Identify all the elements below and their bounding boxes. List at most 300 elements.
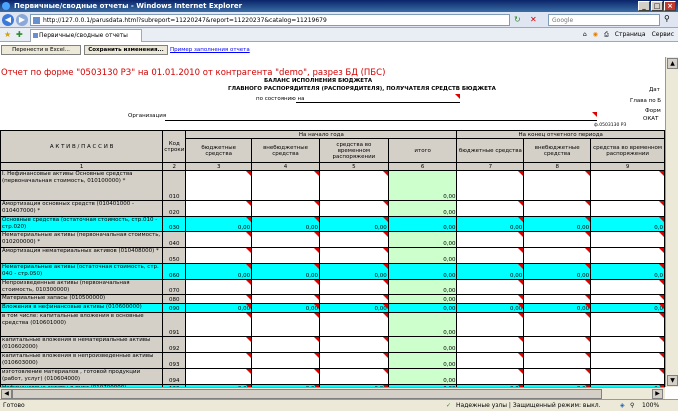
report-content: [0, 57, 665, 387]
table-row: [1, 313, 665, 337]
ie-logo-icon: [2, 2, 10, 10]
tab-reports[interactable]: [30, 29, 142, 42]
cell-value: 0,00: [305, 225, 318, 231]
edit-marker-icon: [585, 201, 590, 206]
value-cell[interactable]: [457, 171, 524, 201]
right-label-date: Дат: [649, 87, 660, 93]
edit-marker-icon: [314, 248, 319, 253]
edit-marker-icon: [383, 369, 388, 374]
page-icon: [33, 33, 38, 38]
value-cell[interactable]: [591, 369, 665, 385]
value-cell[interactable]: [591, 337, 665, 353]
value-cell[interactable]: [186, 248, 252, 264]
edit-marker-icon: [383, 232, 388, 237]
value-cell[interactable]: [252, 201, 320, 217]
value-cell[interactable]: [252, 295, 320, 304]
column-number: 5: [319, 163, 388, 171]
cell-value: 0,00: [374, 273, 387, 279]
table-row: [1, 217, 665, 232]
subheader-cell: внебюджетные средства: [252, 139, 320, 163]
value-cell: [388, 264, 457, 280]
value-cell[interactable]: [524, 369, 591, 385]
forward-button[interactable]: ▶: [16, 14, 28, 26]
table-row: [1, 369, 665, 385]
value-cell[interactable]: [252, 313, 320, 337]
row-code: 080: [163, 295, 186, 304]
value-cell[interactable]: [524, 280, 591, 295]
edit-marker-icon: [585, 313, 590, 318]
edit-marker-icon: [585, 248, 590, 253]
horizontal-scrollbar[interactable]: [0, 387, 665, 399]
edit-marker-icon: [518, 201, 523, 206]
edit-marker-icon: [314, 232, 319, 237]
edit-marker-icon: [383, 201, 388, 206]
value-cell[interactable]: [591, 248, 665, 264]
edit-marker-icon: [383, 171, 388, 176]
cell-value: 0,00: [374, 225, 387, 231]
value-cell[interactable]: [186, 171, 252, 201]
minimize-button[interactable]: _: [638, 1, 650, 11]
table-row: [1, 280, 665, 295]
edit-marker-icon: [659, 248, 664, 253]
edit-marker-icon: [314, 369, 319, 374]
value-cell[interactable]: [591, 201, 665, 217]
value-cell: [457, 264, 524, 280]
edit-marker-icon: [518, 353, 523, 358]
tab-bar: [0, 28, 678, 42]
search-input[interactable]: Google: [548, 14, 660, 26]
edit-marker-icon: [585, 264, 590, 269]
value-cell: [388, 280, 457, 295]
edit-marker-icon: [246, 295, 251, 300]
value-cell[interactable]: [524, 232, 591, 248]
edit-marker-icon: [246, 304, 251, 309]
value-cell[interactable]: [319, 232, 388, 248]
end-period-header: На конец отчетного периода: [457, 131, 665, 139]
edit-marker-icon: [659, 337, 664, 342]
value-cell: [319, 304, 388, 313]
edit-marker-icon: [246, 353, 251, 358]
value-cell: [388, 353, 457, 369]
value-cell[interactable]: [524, 171, 591, 201]
edit-marker-icon: [659, 280, 664, 285]
value-cell[interactable]: [319, 280, 388, 295]
refresh-icon[interactable]: ↻: [514, 15, 521, 24]
row-name: Амортизация нематериальных активов (010408000) *: [1, 248, 163, 264]
value-cell: [186, 304, 252, 313]
value-cell[interactable]: [319, 171, 388, 201]
cell-value: 0,00: [237, 225, 251, 231]
column-number: 3: [186, 163, 252, 171]
edit-marker-icon: [314, 313, 319, 318]
value-cell[interactable]: [252, 337, 320, 353]
row-code: 070: [163, 280, 186, 295]
subheader-cell: средства во временном распоряжении: [591, 139, 665, 163]
cell-value: 0,00: [576, 306, 590, 312]
balance-table: [0, 130, 665, 393]
export-excel-button[interactable]: Перенести в Excel...: [1, 45, 81, 55]
status-text: Готово: [3, 402, 25, 409]
cell-value: 0,0: [654, 225, 663, 231]
row-code: 092: [163, 337, 186, 353]
value-cell[interactable]: [524, 313, 591, 337]
value-cell: [524, 217, 591, 232]
edit-marker-icon: [246, 171, 251, 176]
table-row: [1, 304, 665, 313]
required-marker-icon: [455, 94, 460, 99]
value-cell: [388, 232, 457, 248]
subheader-cell: внебюджетные средства: [524, 139, 591, 163]
cell-value: 0,00: [443, 297, 456, 303]
value-cell: [388, 217, 457, 232]
edit-marker-icon: [659, 264, 664, 269]
table-row: [1, 248, 665, 264]
value-cell[interactable]: [591, 280, 665, 295]
back-button[interactable]: ◀: [2, 14, 14, 26]
cell-value: 0,00: [443, 362, 456, 368]
edit-marker-icon: [314, 264, 319, 269]
edit-marker-icon: [585, 304, 590, 309]
cell-value: 0,00: [443, 346, 456, 352]
edit-marker-icon: [518, 313, 523, 318]
value-cell[interactable]: [524, 295, 591, 304]
value-cell: [388, 369, 457, 385]
edit-marker-icon: [659, 171, 664, 176]
cell-value: 0,00: [305, 306, 318, 312]
cell-value: 0,00: [443, 288, 456, 294]
scroll-left-icon[interactable]: ◀: [1, 389, 12, 399]
edit-marker-icon: [659, 353, 664, 358]
edit-marker-icon: [518, 295, 523, 300]
edit-marker-icon: [659, 295, 664, 300]
zone-text: Надежные узлы | Защищенный режим: выкл.: [456, 402, 601, 409]
navigation-bar: [0, 12, 678, 28]
add-favorites-icon[interactable]: ✚: [16, 30, 23, 39]
table-row: [1, 201, 665, 217]
value-cell[interactable]: [319, 369, 388, 385]
report-heading: БАЛАНС ИСПОЛНЕНИЯ БЮДЖЕТА: [264, 78, 373, 84]
cell-value: 0,00: [237, 273, 251, 279]
row-code: 030: [163, 217, 186, 232]
org-field[interactable]: [165, 120, 597, 121]
vertical-scrollbar[interactable]: [665, 57, 678, 387]
value-cell[interactable]: [252, 232, 320, 248]
value-cell[interactable]: [186, 337, 252, 353]
value-cell: [591, 264, 665, 280]
edit-marker-icon: [585, 171, 590, 176]
edit-marker-icon: [314, 280, 319, 285]
subheader-cell: средства во временном распоряжении: [319, 139, 388, 163]
value-cell[interactable]: [457, 313, 524, 337]
edit-marker-icon: [314, 171, 319, 176]
cell-value: 0,00: [443, 257, 456, 263]
edit-marker-icon: [246, 280, 251, 285]
row-code: 091: [163, 313, 186, 337]
cell-value: 0,00: [443, 210, 456, 216]
edit-marker-icon: [518, 248, 523, 253]
value-cell[interactable]: [457, 232, 524, 248]
value-cell: [388, 295, 457, 304]
value-cell[interactable]: [457, 280, 524, 295]
value-cell[interactable]: [252, 280, 320, 295]
cell-value: 0,00: [576, 273, 590, 279]
edit-marker-icon: [659, 232, 664, 237]
cell-value: 0,0: [654, 306, 663, 312]
column-number: 7: [457, 163, 524, 171]
value-cell[interactable]: [186, 353, 252, 369]
value-cell: [319, 217, 388, 232]
value-cell[interactable]: [186, 232, 252, 248]
value-cell[interactable]: [319, 313, 388, 337]
row-code: 090: [163, 304, 186, 313]
print-icon[interactable]: ⎙: [603, 31, 609, 38]
org-label: Организация: [128, 113, 167, 119]
subheader-cell: итого: [388, 139, 457, 163]
edit-marker-icon: [518, 264, 523, 269]
scroll-right-icon[interactable]: ▶: [652, 389, 663, 399]
edit-marker-icon: [246, 248, 251, 253]
edit-marker-icon: [518, 369, 523, 374]
value-cell: [457, 304, 524, 313]
edit-marker-icon: [314, 353, 319, 358]
row-name: Непроизведенные активы (первоначальная стоимость, 010300000): [1, 280, 163, 295]
edit-marker-icon: [383, 313, 388, 318]
page-icon: [33, 17, 40, 24]
maximize-button[interactable]: □: [651, 1, 663, 11]
row-name: в том числе: капитальные вложения в основные средства (010601000): [1, 313, 163, 337]
service-menu[interactable]: Сервис: [651, 31, 674, 38]
value-cell[interactable]: [319, 201, 388, 217]
row-code: 020: [163, 201, 186, 217]
table-row: [1, 264, 665, 280]
edit-marker-icon: [585, 337, 590, 342]
value-cell: [252, 264, 320, 280]
value-cell[interactable]: [457, 201, 524, 217]
value-cell: [388, 304, 457, 313]
row-code: 060: [163, 264, 186, 280]
cell-value: 0,00: [510, 273, 523, 279]
save-changes-button[interactable]: Сохранить изменения...: [84, 45, 168, 55]
value-cell[interactable]: [252, 353, 320, 369]
cell-value: 0,00: [443, 306, 456, 312]
row-name: Нематериальные активы (остаточная стоимость, стр. 040 - стр.050): [1, 264, 163, 280]
zoom-icon[interactable]: ⚲: [630, 402, 635, 409]
edit-marker-icon: [246, 232, 251, 237]
column-number: 6: [388, 163, 457, 171]
table-row: [1, 232, 665, 248]
value-cell[interactable]: [591, 353, 665, 369]
search-icon[interactable]: ⚲: [664, 14, 670, 23]
value-cell[interactable]: [524, 201, 591, 217]
edit-marker-icon: [383, 280, 388, 285]
edit-marker-icon: [383, 248, 388, 253]
edit-marker-icon: [659, 201, 664, 206]
right-label-form: Форм: [645, 108, 661, 114]
value-cell[interactable]: [186, 280, 252, 295]
edit-marker-icon: [518, 232, 523, 237]
value-cell[interactable]: [186, 295, 252, 304]
required-marker-icon: [592, 112, 597, 117]
column-number: 9: [591, 163, 665, 171]
report-toolbar: [0, 43, 678, 57]
window-titlebar: [0, 0, 678, 12]
value-cell: [591, 217, 665, 232]
cell-value: 0,00: [305, 273, 318, 279]
edit-marker-icon: [518, 171, 523, 176]
close-button[interactable]: ×: [664, 1, 676, 11]
row-code: 093: [163, 353, 186, 369]
scroll-down-icon[interactable]: ▼: [667, 375, 678, 386]
cell-value: 0,00: [443, 273, 456, 279]
value-cell[interactable]: [591, 313, 665, 337]
value-cell[interactable]: [319, 353, 388, 369]
subheader-cell: бюджетные средства: [186, 139, 252, 163]
value-cell: [388, 171, 457, 201]
row-code: 094: [163, 369, 186, 385]
report-subheading: ГЛАВНОГО РАСПОРЯДИТЕЛЯ (РАСПОРЯДИТЕЛЯ), ПОЛУЧАТЕЛЯ СРЕДСТВ БЮДЖЕТА: [228, 86, 496, 92]
edit-marker-icon: [246, 337, 251, 342]
begin-year-header: На начало года: [186, 131, 457, 139]
row-code: 010: [163, 171, 186, 201]
edit-marker-icon: [585, 369, 590, 374]
edit-marker-icon: [518, 217, 523, 222]
scroll-thumb[interactable]: [12, 389, 602, 399]
edit-marker-icon: [585, 295, 590, 300]
edit-marker-icon: [383, 264, 388, 269]
value-cell: [388, 201, 457, 217]
cell-value: 0,00: [443, 194, 456, 200]
cell-value: 0,00: [443, 225, 456, 231]
cell-value: 0,00: [443, 378, 456, 384]
edit-marker-icon: [314, 304, 319, 309]
status-bar: [0, 399, 678, 411]
value-cell: [524, 264, 591, 280]
row-name: Вложения в нефинансовые активы (010600000): [1, 304, 163, 313]
row-name: Нематериальные активы (первоначальная стоимость, 010200000) *: [1, 232, 163, 248]
edit-marker-icon: [585, 232, 590, 237]
edit-marker-icon: [246, 264, 251, 269]
row-code: 040: [163, 232, 186, 248]
edit-marker-icon: [659, 369, 664, 374]
value-cell[interactable]: [457, 295, 524, 304]
value-cell: [186, 264, 252, 280]
col-name-header: А К Т И В / П А С С И В: [1, 131, 163, 163]
zoom-level[interactable]: 100%: [642, 402, 660, 409]
cell-value: 0,00: [443, 330, 456, 336]
row-name: Основные средства (остаточная стоимость, стр.010 - стр.020): [1, 217, 163, 232]
tab-title: Первичные/сводные отчеты: [39, 32, 128, 39]
value-cell[interactable]: [186, 369, 252, 385]
edit-marker-icon: [659, 304, 664, 309]
column-number: 2: [163, 163, 186, 171]
value-cell[interactable]: [524, 337, 591, 353]
value-cell[interactable]: [319, 295, 388, 304]
value-cell[interactable]: [524, 248, 591, 264]
stop-icon[interactable]: ✕: [530, 15, 537, 24]
window-title: Первичные/сводные отчеты - Windows Internet Explorer: [14, 2, 243, 10]
form-code: ф.0503130 РЗ: [594, 123, 627, 128]
edit-marker-icon: [383, 337, 388, 342]
table-row: [1, 337, 665, 353]
row-name: I. Нефинансовые активы Основные средства (первоначальная стоимость, 010100000) *: [1, 171, 163, 201]
table-row: [1, 353, 665, 369]
value-cell[interactable]: [524, 353, 591, 369]
cell-value: 0,00: [237, 306, 251, 312]
edit-marker-icon: [246, 369, 251, 374]
value-cell[interactable]: [252, 171, 320, 201]
value-cell: [252, 304, 320, 313]
right-label-okato: ОКАТ: [643, 116, 659, 122]
value-cell: [388, 337, 457, 353]
column-number: 4: [252, 163, 320, 171]
value-cell[interactable]: [252, 369, 320, 385]
row-name: капитальные вложения в нематериальные активы (010602000): [1, 337, 163, 353]
value-cell[interactable]: [186, 313, 252, 337]
edit-marker-icon: [585, 217, 590, 222]
cell-value: 0,00: [510, 225, 523, 231]
favorites-star-icon[interactable]: ★: [4, 30, 12, 39]
row-name: Материальные запасы (010500000): [1, 295, 163, 304]
edit-marker-icon: [314, 295, 319, 300]
row-code: 050: [163, 248, 186, 264]
cell-value: 0,0: [654, 273, 663, 279]
home-icon[interactable]: ⌂: [582, 31, 587, 38]
page-menu[interactable]: Страница: [614, 31, 646, 38]
value-cell: [186, 217, 252, 232]
row-name: изготовление материалов , готовой продукции (работ, услуг) (010604000): [1, 369, 163, 385]
value-cell[interactable]: [319, 337, 388, 353]
value-cell: [591, 304, 665, 313]
value-cell[interactable]: [591, 295, 665, 304]
sample-link[interactable]: Пример заполнения отчета: [170, 47, 250, 53]
feeds-icon[interactable]: ◉: [592, 31, 598, 38]
value-cell[interactable]: [591, 232, 665, 248]
address-bar[interactable]: [30, 14, 510, 26]
value-cell[interactable]: [591, 171, 665, 201]
edit-marker-icon: [585, 280, 590, 285]
on-date-label: по состоянию на: [256, 96, 305, 102]
edit-marker-icon: [383, 217, 388, 222]
scroll-up-icon[interactable]: ▲: [667, 58, 678, 69]
edit-marker-icon: [383, 304, 388, 309]
value-cell[interactable]: [319, 248, 388, 264]
value-cell: [319, 264, 388, 280]
edit-marker-icon: [383, 353, 388, 358]
value-cell[interactable]: [252, 248, 320, 264]
value-cell: [388, 313, 457, 337]
value-cell[interactable]: [457, 337, 524, 353]
value-cell[interactable]: [186, 201, 252, 217]
value-cell[interactable]: [457, 353, 524, 369]
value-cell: [388, 248, 457, 264]
right-label-chapter: Глава по Б: [630, 98, 662, 104]
value-cell: [252, 217, 320, 232]
edit-marker-icon: [314, 337, 319, 342]
cell-value: 0,00: [374, 306, 387, 312]
zone-check-icon: ✓: [446, 402, 452, 409]
edit-marker-icon: [314, 217, 319, 222]
value-cell[interactable]: [457, 248, 524, 264]
row-name: Амортизация основных средств (010401000 - 010407000) *: [1, 201, 163, 217]
protected-mode-icon: ◈: [620, 402, 625, 409]
date-field[interactable]: [296, 102, 460, 103]
edit-marker-icon: [518, 304, 523, 309]
value-cell[interactable]: [457, 369, 524, 385]
column-number: 8: [524, 163, 591, 171]
edit-marker-icon: [246, 201, 251, 206]
edit-marker-icon: [585, 353, 590, 358]
table-row: [1, 295, 665, 304]
